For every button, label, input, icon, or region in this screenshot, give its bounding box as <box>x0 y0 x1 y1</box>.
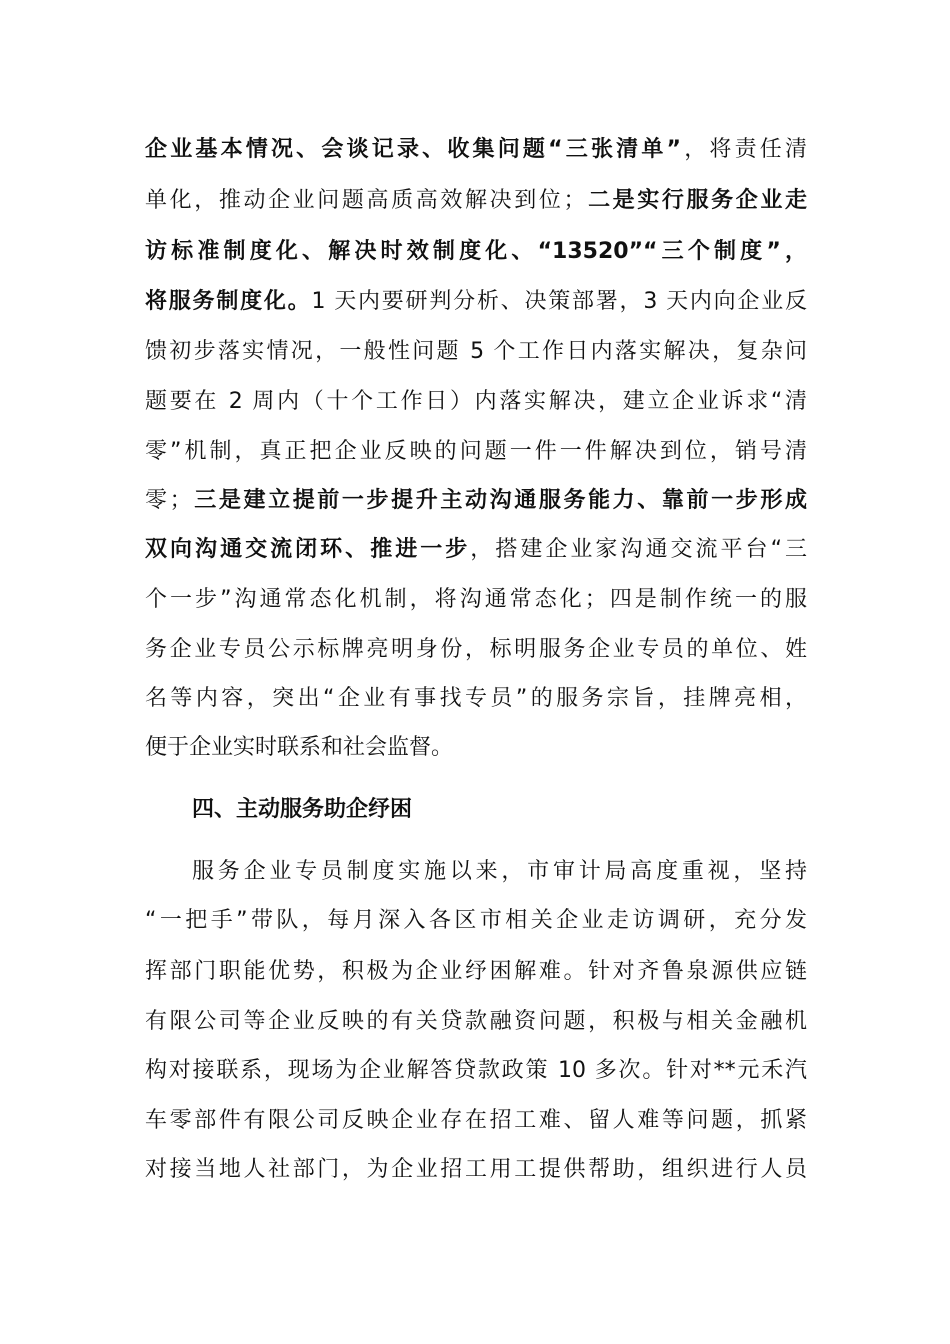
text: ，搭建企业家沟通交流平台“三 <box>470 537 807 562</box>
paragraph-line: 题要在 2 周内（十个工作日）内落实解决，建立企业诉求“清 <box>145 389 807 414</box>
paragraph-line: 个一步”沟通常态化机制，将沟通常态化；四是制作统一的服 <box>145 587 807 612</box>
paragraph-line <box>145 486 807 516</box>
paragraph-line: 务企业专员公示标牌亮明身份，标明服务企业专员的单位、姓 <box>145 637 807 662</box>
bold-text: 企业基本情况、会谈记录、收集问题“三张清单” <box>145 137 682 162</box>
paragraph-line: 车零部件有限公司反映企业存在招工难、留人难等问题，抓紧 <box>145 1108 807 1133</box>
bold-text: 三是建立提前一步提升主动沟通服务能力、靠前一步形成 <box>191 488 807 513</box>
paragraph-line: 名等内容，突出“企业有事找专员”的服务宗旨，挂牌亮相， <box>145 686 807 711</box>
text: 零； <box>145 488 192 513</box>
text: ，将责任清 <box>681 137 807 162</box>
bold-text: 双向沟通交流闭环、推进一步 <box>145 537 471 562</box>
paragraph-line <box>145 287 807 317</box>
bold-text: 将服务制度化。 <box>145 289 312 314</box>
paragraph-line: 构对接联系，现场为企业解答贷款政策 10 多次。针对**元禾汽 <box>145 1058 807 1083</box>
paragraph-line: 访标准制度化、解决时效制度化、“13520”“三个制度”， <box>145 239 807 264</box>
section-heading: 四、主动服务助企纾困 <box>192 797 413 822</box>
paragraph-line: “一把手”带队，每月深入各区市相关企业走访调研，充分发 <box>145 908 807 933</box>
paragraph-line <box>145 135 807 165</box>
paragraph-line <box>145 535 807 565</box>
paragraph-line: 挥部门职能优势，积极为企业纾困解难。针对齐鲁泉源供应链 <box>145 959 807 984</box>
paragraph-line: 有限公司等企业反映的有关贷款融资问题，积极与相关金融机 <box>145 1009 807 1034</box>
paragraph-line: 服务企业专员制度实施以来，市审计局高度重视，坚持 <box>192 859 807 884</box>
bold-text: 二是实行服务企业走 <box>585 188 807 213</box>
paragraph-line: 对接当地人社部门，为企业招工用工提供帮助，组织进行人员 <box>145 1157 807 1182</box>
paragraph-line: 馈初步落实情况，一般性问题 5 个工作日内落实解决，复杂问 <box>145 339 807 364</box>
text: 1 天内要研判分析、决策部署，3 天内向企业反 <box>311 289 807 314</box>
paragraph-line <box>145 186 807 216</box>
text: 单化，推动企业问题高质高效解决到位； <box>145 188 586 213</box>
paragraph-line: 零”机制，真正把企业反映的问题一件一件解决到位，销号清 <box>145 439 807 464</box>
paragraph-line: 便于企业实时联系和社会监督。 <box>145 735 454 760</box>
